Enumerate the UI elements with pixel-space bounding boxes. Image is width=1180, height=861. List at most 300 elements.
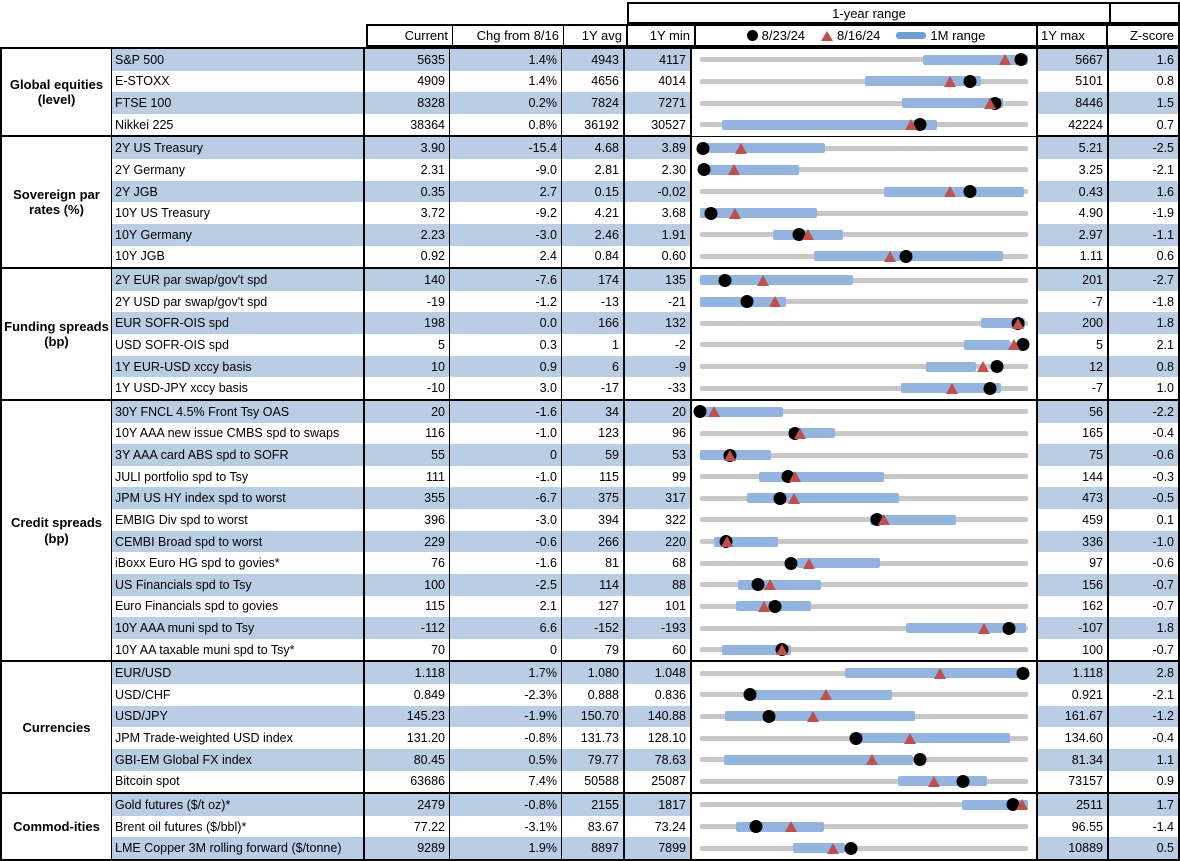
min-value: 20 — [625, 401, 692, 423]
row-label: USD/CHF — [112, 684, 365, 706]
range-chart — [692, 487, 1038, 509]
row-label: 10Y AAA new issue CMBS spd to swaps — [112, 423, 365, 445]
chg-value: -1.2 — [450, 291, 562, 313]
avg-value: 1 — [562, 334, 625, 356]
range-chart — [692, 684, 1038, 706]
z-value: -1.9 — [1152, 206, 1174, 221]
min-value: 1817 — [625, 794, 692, 816]
avg-value: 8897 — [562, 837, 625, 859]
avg-value: 36192 — [562, 114, 625, 136]
row-label: EMBIG Div spd to worst — [112, 509, 365, 531]
z-value: 0.8 — [1156, 74, 1174, 89]
triangle-marker-icon — [708, 406, 720, 417]
triangle-marker-icon — [944, 186, 956, 197]
z-value: -1.2 — [1109, 706, 1178, 728]
range-track — [700, 321, 1028, 326]
range-chart — [692, 291, 1038, 313]
current-value: -10 — [365, 377, 450, 399]
min-value: 96 — [625, 423, 692, 445]
row-label: E-STOXX — [112, 71, 365, 93]
min-value: 3.68 — [625, 202, 692, 224]
min-value: -9 — [625, 356, 692, 378]
chg-value: 1.4% — [450, 71, 562, 93]
z-value: -2.1 — [1152, 687, 1174, 702]
table-row — [112, 662, 1178, 684]
min-value: 0.60 — [625, 246, 692, 268]
range-chart-area — [700, 444, 1028, 466]
section-label — [2, 794, 112, 859]
range-chart-area — [700, 71, 1028, 93]
z-value: 1.8 — [1109, 617, 1178, 639]
dot-marker-icon — [963, 185, 976, 198]
current-value: 116 — [365, 423, 450, 445]
table-row — [112, 49, 1178, 71]
dot-marker-icon — [704, 207, 717, 220]
range-chart-area — [700, 224, 1028, 246]
current-value: 70 — [365, 639, 450, 661]
chg-value: 0.5% — [450, 749, 562, 771]
row-label: US Financials spd to Tsy — [112, 574, 365, 596]
max-value: 97 — [1038, 552, 1109, 574]
range-chart-area — [700, 639, 1028, 661]
section-label-line: Sovereign par — [13, 187, 100, 203]
min-value: 30527 — [625, 114, 692, 136]
chg-value: 0.2% — [450, 92, 562, 114]
dot-marker-icon — [984, 382, 997, 395]
triangle-marker-icon — [776, 644, 788, 655]
range-chart-area — [700, 466, 1028, 488]
min-value: 4117 — [625, 49, 692, 71]
chg-value: 7.4% — [450, 771, 562, 793]
min-value: -2 — [625, 334, 692, 356]
section-global-equities — [2, 49, 1178, 135]
triangle-marker-icon — [764, 579, 776, 590]
z-value: -1.8 — [1152, 294, 1174, 309]
current-value: 0.35 — [365, 181, 450, 203]
section-commodities — [2, 792, 1178, 859]
avg-value: 4943 — [562, 49, 625, 71]
current-value: 55 — [365, 444, 450, 466]
triangle-marker-icon — [821, 31, 833, 41]
section-sovereign-par-rates — [2, 135, 1178, 267]
min-value: 128.10 — [625, 727, 692, 749]
row-label: 2Y JGB — [112, 181, 365, 203]
one-month-range-bar — [724, 755, 913, 765]
table-row — [112, 466, 1178, 488]
range-chart-area — [700, 423, 1028, 445]
triangle-marker-icon — [735, 143, 747, 154]
triangle-marker-icon — [820, 689, 832, 700]
section-rows — [112, 794, 1178, 859]
current-value: -19 — [365, 291, 450, 313]
chg-value: -3.0 — [450, 509, 562, 531]
z-value: -0.4 — [1152, 731, 1174, 746]
max-value: 473 — [1038, 487, 1109, 509]
chg-value: 0.0 — [450, 312, 562, 334]
max-value: 42224 — [1038, 114, 1109, 136]
row-label: Gold futures ($/t oz)* — [112, 794, 365, 816]
section-label-line: Funding spreads — [4, 318, 109, 334]
table-row — [112, 423, 1178, 445]
range-chart — [692, 662, 1038, 684]
section-label-line: Currencies — [22, 719, 91, 735]
range-chart — [692, 377, 1038, 399]
avg-value: 2155 — [562, 794, 625, 816]
max-value: -7 — [1038, 291, 1109, 313]
current-value: 140 — [365, 269, 450, 291]
z-value: 2.1 — [1156, 337, 1174, 352]
range-chart-area — [700, 291, 1028, 313]
triangle-marker-icon — [807, 711, 819, 722]
current-value: 8328 — [365, 92, 450, 114]
chg-value: -1.0 — [450, 423, 562, 445]
range-chart — [692, 816, 1038, 838]
triangle-marker-icon — [884, 251, 896, 262]
avg-value: 6 — [562, 356, 625, 378]
min-value: 53 — [625, 444, 692, 466]
chart-legend — [694, 26, 1038, 45]
min-value: 3.89 — [625, 137, 692, 159]
one-month-range-bar — [747, 493, 900, 503]
one-month-range-bar — [725, 711, 915, 721]
chg-value: 2.1 — [450, 596, 562, 618]
chg-value: 2.4 — [450, 246, 562, 268]
dot-marker-icon — [899, 250, 912, 263]
avg-value: 0.84 — [562, 246, 625, 268]
table-row — [112, 749, 1178, 771]
range-chart — [692, 159, 1038, 181]
max-value: 156 — [1038, 574, 1109, 596]
current-value: 9289 — [365, 837, 450, 859]
section-credit-spreads — [2, 399, 1178, 660]
min-value: 7271 — [625, 92, 692, 114]
table-row — [112, 509, 1178, 531]
table-row — [112, 816, 1178, 838]
current-value: 229 — [365, 531, 450, 553]
dot-marker-icon — [762, 710, 775, 723]
range-chart-area — [700, 794, 1028, 816]
max-value: 5 — [1038, 334, 1109, 356]
one-year-range-title: 1-year range — [832, 5, 906, 21]
triangle-marker-icon — [802, 229, 814, 240]
avg-value: -13 — [562, 291, 625, 313]
min-value: 99 — [625, 466, 692, 488]
range-chart — [692, 574, 1038, 596]
max-value: 162 — [1038, 596, 1109, 618]
dot-marker-icon — [963, 75, 976, 88]
chg-value: -7.6 — [450, 269, 562, 291]
min-value: 135 — [625, 269, 692, 291]
avg-value: 81 — [562, 552, 625, 574]
max-value: 8446 — [1038, 92, 1109, 114]
current-value: 76 — [365, 552, 450, 574]
z-value: -2.1 — [1152, 162, 1174, 177]
range-chart-area — [700, 662, 1028, 684]
avg-value: 79 — [562, 639, 625, 661]
section-rows — [112, 49, 1178, 135]
dot-marker-icon — [1002, 622, 1015, 635]
triangle-marker-icon — [984, 98, 996, 109]
column-header-chg: Chg from 8/16 — [452, 26, 563, 45]
chg-value: -2.5 — [450, 574, 562, 596]
table-row — [112, 639, 1178, 661]
range-chart-area — [700, 487, 1028, 509]
row-label: GBI-EM Global FX index — [112, 749, 365, 771]
min-value: 132 — [625, 312, 692, 334]
min-value: -0.02 — [625, 181, 692, 203]
max-value: 81.34 — [1038, 749, 1109, 771]
row-label: S&P 500 — [112, 49, 365, 71]
triangle-marker-icon — [1008, 339, 1020, 350]
range-chart — [692, 727, 1038, 749]
triangle-marker-icon — [946, 383, 958, 394]
range-chart-area — [700, 401, 1028, 423]
table-row — [112, 837, 1178, 859]
chg-value: -1.9% — [450, 706, 562, 728]
table-row — [112, 596, 1178, 618]
chg-value: 2.7 — [450, 181, 562, 203]
z-value: 0.1 — [1156, 512, 1174, 527]
table-body — [0, 47, 1180, 861]
row-label: 30Y FNCL 4.5% Front Tsy OAS — [112, 401, 365, 423]
min-value: 88 — [625, 574, 692, 596]
range-chart-area — [700, 114, 1028, 136]
range-chart — [692, 137, 1038, 159]
triangle-marker-icon — [757, 275, 769, 286]
range-chart-area — [700, 771, 1028, 793]
dot-marker-icon — [850, 732, 863, 745]
row-label: 10Y Germany — [112, 224, 365, 246]
avg-value: 83.67 — [562, 816, 625, 838]
triangle-marker-icon — [788, 493, 800, 504]
column-header-1y-avg: 1Y avg — [563, 26, 626, 45]
z-value: -0.5 — [1109, 487, 1178, 509]
chg-value: 0.3 — [450, 334, 562, 356]
min-value: 60 — [625, 639, 692, 661]
chg-value: -0.6 — [450, 531, 562, 553]
triangle-marker-icon — [724, 450, 736, 461]
z-value: 1.5 — [1109, 92, 1178, 114]
triangle-marker-icon — [769, 296, 781, 307]
range-chart — [692, 444, 1038, 466]
triangle-marker-icon — [978, 623, 990, 634]
z-value: 0.8 — [1109, 356, 1178, 378]
min-value: 2.30 — [625, 159, 692, 181]
avg-value: 2.81 — [562, 159, 625, 181]
z-value: 0.5 — [1109, 837, 1178, 859]
triangle-marker-icon — [794, 428, 806, 439]
table-header — [0, 0, 1180, 47]
table-row — [112, 574, 1178, 596]
row-label: FTSE 100 — [112, 92, 365, 114]
table-row — [112, 794, 1178, 816]
column-header-current: Current — [404, 28, 448, 43]
table-row — [112, 706, 1178, 728]
column-header-zscore: Z-score — [1129, 28, 1174, 43]
z-value: 2.8 — [1109, 662, 1178, 684]
min-value: 1.91 — [625, 224, 692, 246]
current-value: 0.849 — [365, 684, 450, 706]
max-value: 5667 — [1038, 49, 1109, 71]
range-chart — [692, 794, 1038, 816]
row-label: 10Y JGB — [112, 246, 365, 268]
max-value: 1.11 — [1038, 246, 1109, 268]
range-chart — [692, 71, 1038, 93]
min-value: 317 — [625, 487, 692, 509]
z-value: -0.6 — [1152, 556, 1174, 571]
chg-value: 0.8% — [450, 114, 562, 136]
min-value: -33 — [625, 377, 692, 399]
table-row — [112, 531, 1178, 553]
z-value: -1.4 — [1152, 819, 1174, 834]
row-label: USD SOFR-OIS spd — [112, 334, 365, 356]
table-row — [112, 246, 1178, 268]
dot-marker-icon — [769, 600, 782, 613]
avg-value: 2.46 — [562, 224, 625, 246]
dot-marker-icon — [784, 557, 797, 570]
row-label: LME Copper 3M rolling forward ($/tonne) — [112, 837, 365, 859]
one-month-range-bar — [700, 208, 817, 218]
z-value: -1.0 — [1109, 531, 1178, 553]
range-chart — [692, 466, 1038, 488]
z-value: -1.1 — [1109, 224, 1178, 246]
avg-value: 79.77 — [562, 749, 625, 771]
min-value: 68 — [625, 552, 692, 574]
dot-marker-icon — [1017, 667, 1030, 680]
row-label: EUR SOFR-OIS spd — [112, 312, 365, 334]
table-row — [112, 334, 1178, 356]
avg-value: 7824 — [562, 92, 625, 114]
legend-item-1m-range — [896, 28, 985, 43]
range-chart — [692, 639, 1038, 661]
avg-value: 114 — [562, 574, 625, 596]
range-chart — [692, 509, 1038, 531]
zscore-header-spacer — [1109, 2, 1180, 24]
range-chart — [692, 202, 1038, 224]
section-label-line: rates (%) — [29, 202, 84, 218]
range-chart — [692, 552, 1038, 574]
chg-value: -0.8% — [450, 727, 562, 749]
avg-value: 127 — [562, 596, 625, 618]
max-value: 1.118 — [1038, 662, 1109, 684]
dot-marker-icon — [718, 274, 731, 287]
max-value: 144 — [1038, 466, 1109, 488]
table-row — [112, 401, 1178, 423]
dot-marker-icon — [694, 405, 707, 418]
triangle-marker-icon — [1012, 318, 1024, 329]
avg-value: 4656 — [562, 71, 625, 93]
range-chart-area — [700, 269, 1028, 291]
column-header-1y-min: 1Y min — [649, 28, 690, 43]
range-chart-area — [700, 509, 1028, 531]
z-value: -2.2 — [1109, 401, 1178, 423]
z-value: 0.7 — [1156, 117, 1174, 132]
dot-marker-icon — [957, 775, 970, 788]
min-value: 101 — [625, 596, 692, 618]
range-chart — [692, 617, 1038, 639]
chg-value: -2.3% — [450, 684, 562, 706]
chg-value: -15.4 — [450, 137, 562, 159]
range-chart — [692, 92, 1038, 114]
range-chart — [692, 596, 1038, 618]
one-month-range-bar — [745, 690, 892, 700]
max-value: 73157 — [1038, 771, 1109, 793]
max-value: 12 — [1038, 356, 1109, 378]
current-value: 20 — [365, 401, 450, 423]
table-row — [112, 114, 1178, 136]
avg-value: 115 — [562, 466, 625, 488]
row-label: 1Y EUR-USD xccy basis — [112, 356, 365, 378]
max-value: 100 — [1038, 639, 1109, 661]
range-column-headers — [626, 24, 1180, 47]
chg-value: 0 — [450, 444, 562, 466]
range-chart-area — [700, 749, 1028, 771]
max-value: 459 — [1038, 509, 1109, 531]
table-row — [112, 552, 1178, 574]
section-rows — [112, 137, 1178, 267]
range-chart — [692, 269, 1038, 291]
dot-marker-icon — [740, 295, 753, 308]
table-row — [112, 291, 1178, 313]
range-chart-area — [700, 617, 1028, 639]
range-chart-area — [700, 49, 1028, 71]
chg-value: -1.0 — [450, 466, 562, 488]
row-label: 2Y USD par swap/gov't spd — [112, 291, 365, 313]
min-value: -193 — [625, 617, 692, 639]
triangle-marker-icon — [721, 536, 733, 547]
z-value: 1.6 — [1109, 181, 1178, 203]
triangle-marker-icon — [785, 821, 797, 832]
current-value: 3.90 — [365, 137, 450, 159]
row-label: 2Y US Treasury — [112, 137, 365, 159]
min-value: 0.836 — [625, 684, 692, 706]
row-label: JPM US HY index spd to worst — [112, 487, 365, 509]
current-value: 1.118 — [365, 662, 450, 684]
range-track — [700, 431, 1028, 436]
min-value: 140.88 — [625, 706, 692, 728]
z-value: 0.9 — [1156, 774, 1174, 789]
one-month-range-bar — [700, 143, 825, 153]
legend-item-triangle — [821, 28, 880, 43]
avg-value: 174 — [562, 269, 625, 291]
range-chart — [692, 246, 1038, 268]
max-value: 5.21 — [1038, 137, 1109, 159]
range-chart-area — [700, 202, 1028, 224]
section-rows — [112, 269, 1178, 399]
z-value: 1.7 — [1109, 794, 1178, 816]
row-label: 1Y USD-JPY xccy basis — [112, 377, 365, 399]
max-value: 56 — [1038, 401, 1109, 423]
dot-marker-icon — [914, 753, 927, 766]
triangle-marker-icon — [803, 558, 815, 569]
range-chart-area — [700, 92, 1028, 114]
range-chart-area — [700, 837, 1028, 859]
avg-value: 59 — [562, 444, 625, 466]
range-chart-area — [700, 312, 1028, 334]
range-chart-area — [700, 377, 1028, 399]
range-track — [700, 846, 1028, 851]
table-row — [112, 487, 1178, 509]
dot-marker-icon — [844, 842, 857, 855]
row-label: JULI portfolio spd to Tsy — [112, 466, 365, 488]
current-value: -112 — [365, 617, 450, 639]
min-value: 25087 — [625, 771, 692, 793]
max-value: 96.55 — [1038, 816, 1109, 838]
max-value: 10889 — [1038, 837, 1109, 859]
table-row — [112, 92, 1178, 114]
min-value: 78.63 — [625, 749, 692, 771]
range-chart-area — [700, 706, 1028, 728]
